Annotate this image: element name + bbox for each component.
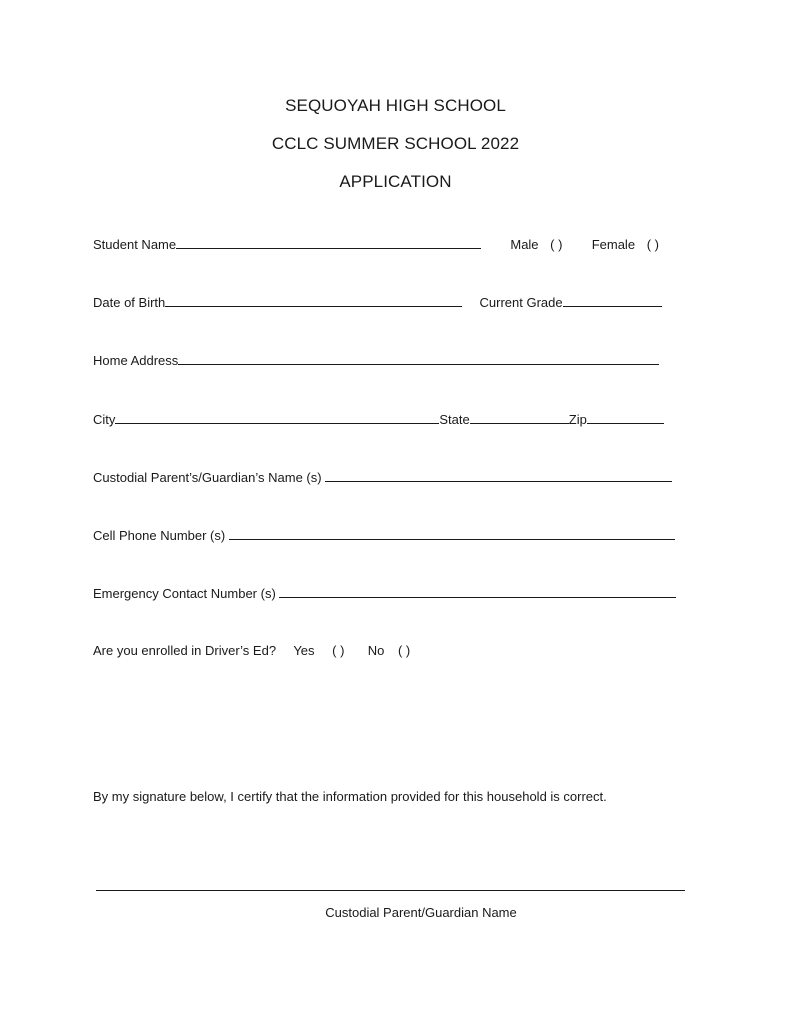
student-name-field[interactable] — [176, 236, 481, 249]
drivers-ed-row — [93, 643, 410, 659]
guardian-name-label: Custodial Parent’s/Guardian’s Name (s) — [93, 470, 322, 485]
guardian-name-field[interactable] — [325, 469, 672, 482]
guardian-name-row — [93, 469, 672, 485]
city-field[interactable] — [115, 411, 439, 424]
signature-label: Custodial Parent/Guardian Name — [325, 905, 517, 920]
yes-checkbox[interactable]: ( ) — [332, 643, 345, 658]
male-label: Male — [510, 237, 539, 252]
student-name-label: Student Name — [93, 237, 177, 252]
female-label: Female — [591, 237, 636, 252]
certification-statement: By my signature below, I certify that the information provided for this household is correct. — [93, 789, 607, 804]
cell-phone-label: Cell Phone Number (s) — [93, 528, 226, 543]
home-address-field[interactable] — [178, 352, 659, 365]
zip-label: Zip — [568, 412, 587, 427]
current-grade-field[interactable] — [563, 294, 662, 307]
female-option[interactable] — [592, 237, 659, 253]
dob-row — [93, 294, 662, 310]
state-field[interactable] — [470, 411, 569, 424]
drivers-ed-yes-option[interactable] — [293, 643, 344, 659]
zip-field[interactable] — [587, 411, 664, 424]
dob-field[interactable] — [165, 294, 462, 307]
city-label: City — [93, 412, 116, 427]
male-option[interactable] — [510, 237, 562, 253]
student-name-row — [93, 236, 659, 252]
home-address-row — [93, 352, 659, 368]
cell-phone-field[interactable] — [229, 527, 675, 540]
cell-phone-row — [93, 527, 675, 543]
city-state-zip-row — [93, 411, 664, 427]
no-checkbox[interactable]: ( ) — [397, 643, 411, 658]
state-label: State — [439, 412, 470, 427]
school-title: SEQUOYAH HIGH SCHOOL — [285, 96, 506, 115]
program-title: CCLC SUMMER SCHOOL 2022 — [271, 134, 520, 153]
drivers-ed-no-option[interactable] — [368, 643, 411, 659]
no-label: No — [367, 643, 385, 658]
yes-label: Yes — [293, 643, 315, 658]
drivers-ed-question: Are you enrolled in Driver’s Ed? — [93, 643, 277, 658]
female-checkbox[interactable]: ( ) — [646, 237, 659, 252]
signature-line[interactable] — [96, 890, 685, 891]
emergency-contact-row — [93, 585, 676, 601]
current-grade-label: Current Grade — [479, 295, 563, 310]
emergency-contact-label: Emergency Contact Number (s) — [93, 586, 276, 601]
emergency-contact-field[interactable] — [279, 585, 676, 598]
male-checkbox[interactable]: ( ) — [550, 237, 563, 252]
dob-label: Date of Birth — [93, 295, 166, 310]
document-title: APPLICATION — [339, 172, 452, 191]
home-address-label: Home Address — [93, 353, 179, 368]
